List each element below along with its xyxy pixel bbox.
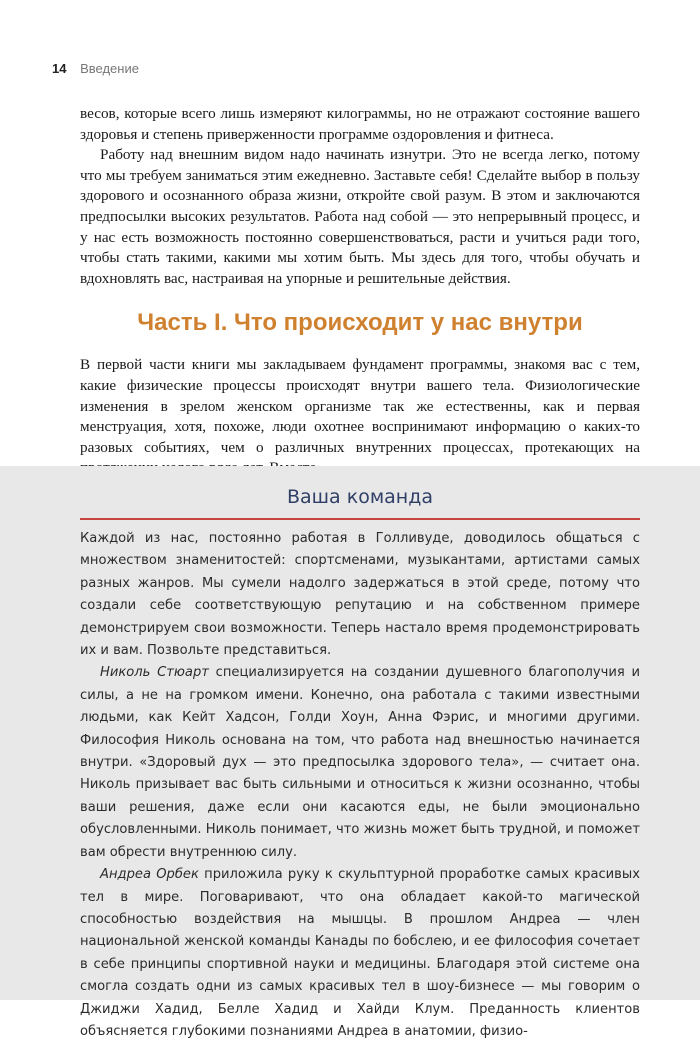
sidebar-paragraph: Каждой из нас, постоянно работая в Голливуде, доводилось общаться с множеством знаменитостей: спортсменами, музыкантами, артистами самых разных жанров. Мы сумели надолго задержаться в этой среде, потому что создали себе соответствующую репутацию и на собственном примере демонстрируем свои возможности. Теперь настало время продемонстрировать их и вам. Позвольте представиться. (80, 531, 640, 659)
running-header (52, 61, 139, 76)
page-number: 14 (52, 61, 67, 76)
paragraph: В первой части книги мы закладываем фундамент программы, знакомя вас с тем, какие физические процессы происходят внутри вашего тела. Физиологические изменения в зрелом женском организме так же естественны, как и первая менструация, хотя, похоже, люди охотнее воспринимают информацию о каких-то разовых событиях, чем о различных внутренних процессах, протекающих на (80, 356, 640, 456)
person-name: Николь Стюарт (100, 665, 209, 681)
person-name: Андреа Орбек (100, 867, 199, 883)
sidebar-title: Ваша команда (286, 486, 434, 508)
sidebar-body (80, 528, 640, 1043)
title-divider (80, 518, 640, 520)
sidebar-paragraph (80, 864, 640, 1043)
person-description: приложила руку к скульптурной проработке самых красивых тел в мире. Поговаривают, что она обладает какой-то магической способностью воздействия на мышцы. В прошлом Андреа — член национальной женской команды Канады по бобслею, и ее философия сочетает в себе принципы спортивной науки и медицины. Благодаря этой системе она смогла создать одни из самых красивых тел в шоу-бизнесе — мы говорим о Джиджи Хадид, Белле Хадид и Хайди Клум. Преданность клиентов объясняется глубокими познаниями Андреа в анатомии, физио- (80, 867, 640, 1039)
main-text (80, 104, 640, 479)
person-description: специализируется на создании душевного благополучия и силы, а не на громком имени. Конечно, она работала с такими известными людьми, как Кейт Хадсон, Голди Хоун, Анна Фэрис, и многими другими. Философия Николь основана на том, что работа над внешностью начинается внутри. «Здоровый дух — это предпосылка здорового тела», — считает она. Николь призывает вас быть сильными и относиться к жизни осознанно, чтобы ваши решения, даже если они касаются еды, не были эмоционально обусловленными. Николь понимает, что жизнь может быть трудной, и поможет вам обрести внутреннюю силу. (80, 665, 641, 860)
paragraph: Работу над внешним видом надо начинать изнутри. Это не всегда легко, потому что мы требуем заниматься этим ежедневно. Заставьте себя! Сделайте выбор в пользу здорового и осознанного образа жизни, откройте свой разум. В этом и заключаются предпосылки высоких результатов. Работа над собой — это непрерывный процесс, и у нас есть возможность постоянно совершенствоваться, расти и учиться ради того, чтобы стать такими, какими мы хотим быть. Мы здесь для того, чтобы обучать и вдохновлять вас, настраивая на упорные и решительные действия. (80, 146, 640, 287)
section-name: Введение (80, 61, 139, 76)
sidebar-paragraph (80, 662, 640, 864)
paragraph-continued: весов, которые всего лишь измеряют килограммы, но не отражают состояние вашего здоровья и степень приверженности программе оздоровления и фитнеса. (80, 105, 640, 143)
part-heading: Часть I. Что происходит у нас внутри (137, 309, 583, 337)
sidebar-box (0, 466, 700, 1039)
